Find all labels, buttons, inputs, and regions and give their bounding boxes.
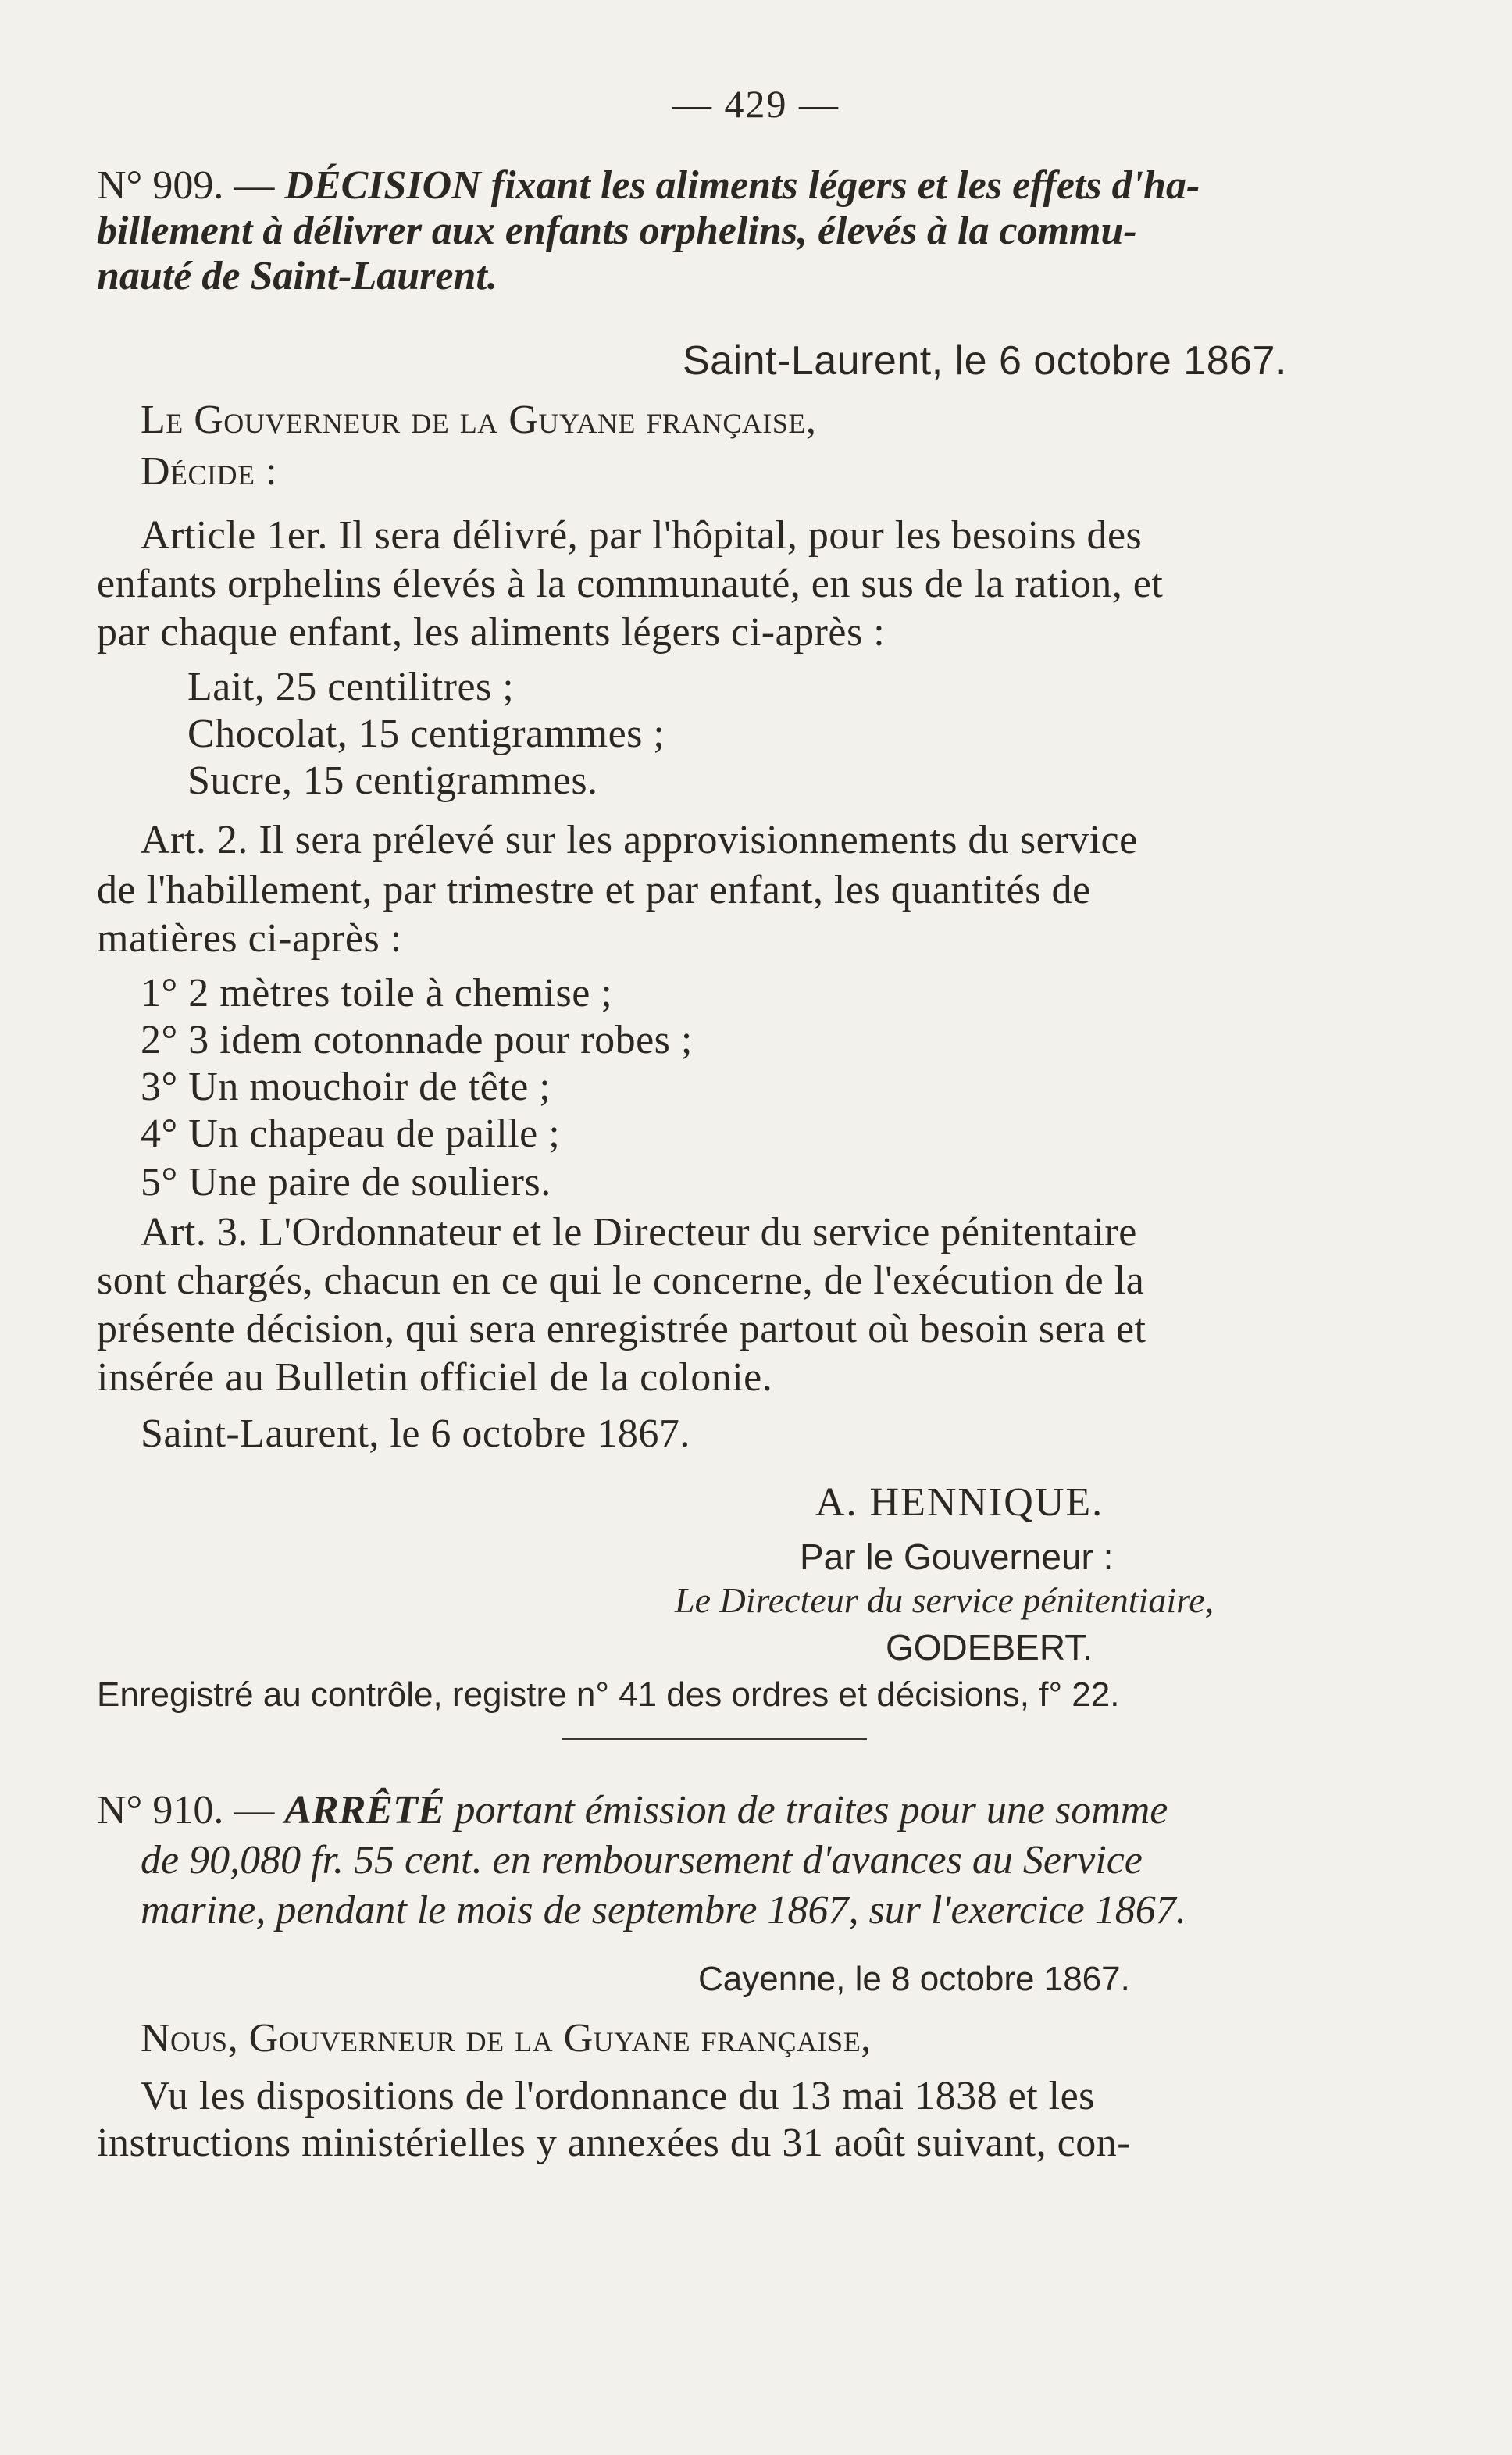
list-item: Sucre, 15 centigrammes. bbox=[187, 758, 598, 803]
governor-text: Le Gouverneur de la Guyane française, bbox=[141, 398, 817, 442]
arrete-910-vu-line-2: instructions ministérielles y annexées du 31 août suivant, con- bbox=[97, 2121, 1132, 2165]
arrete-910-governor: Nous, Gouverneur de la Guyane française, bbox=[141, 2016, 872, 2061]
list-item: 3° Un mouchoir de tête ; bbox=[141, 1065, 551, 1109]
article-3-line-1: Art. 3. L'Ordonnateur et le Directeur du service pénitentaire bbox=[141, 1210, 1137, 1254]
by-governor: Par le Gouverneur : bbox=[800, 1536, 1114, 1577]
registration-note: Enregistré au contrôle, registre n° 41 des ordres et décisions, f° 22. bbox=[97, 1675, 1120, 1714]
article-3-line-4: insérée au Bulletin officiel de la colonie. bbox=[97, 1355, 773, 1400]
list-item: 4° Un chapeau de paille ; bbox=[141, 1112, 561, 1156]
article-2-line-3: matières ci-après : bbox=[97, 916, 402, 961]
director-name: GODEBERT. bbox=[886, 1627, 1093, 1668]
decision-909-number: N° 909. bbox=[97, 163, 224, 208]
decision-909-decide: Décide : bbox=[141, 449, 277, 494]
decision-909-heading-line-2: billement à délivrer aux enfants orphelins, élevés à la commu- bbox=[97, 209, 1137, 253]
article-1-line-3: par chaque enfant, les aliments légers ci-après : bbox=[97, 610, 886, 655]
arrete-910-number: N° 910. bbox=[97, 1788, 224, 1832]
article-1-line-1: Article 1er. Il sera délivré, par l'hôpital, pour les besoins des bbox=[141, 513, 1143, 558]
decision-909-heading-line-1 bbox=[97, 163, 1200, 208]
article-2-line-1: Art. 2. Il sera prélevé sur les approvisionnements du service bbox=[141, 818, 1138, 862]
article-1-line-2: enfants orphelins élevés à la communauté, en sus de la ration, et bbox=[97, 562, 1164, 606]
decision-909-heading-rest: fixant les aliments légers et les effets d'ha- bbox=[480, 163, 1200, 208]
heading-dash: — bbox=[223, 163, 285, 208]
page-number: — 429 — bbox=[672, 82, 840, 126]
arrete-910-vu-line-1: Vu les dispositions de l'ordonnance du 13 mai 1838 et les bbox=[141, 2074, 1095, 2118]
decision-909-governor bbox=[141, 400, 816, 441]
list-item: 5° Une paire de souliers. bbox=[141, 1160, 551, 1204]
list-item: 2° 3 idem cotonnade pour robes ; bbox=[141, 1018, 693, 1062]
arrete-910-heading-line-2: de 90,080 fr. 55 cent. en remboursement d'avances au Service bbox=[141, 1838, 1143, 1882]
decision-909-heading-line-3: nauté de Saint-Laurent. bbox=[97, 254, 497, 298]
arrete-910-type: ARRÊTÉ bbox=[284, 1788, 445, 1832]
signatory: A. HENNIQUE. bbox=[815, 1480, 1104, 1525]
arrete-910-place-date: Cayenne, le 8 octobre 1867. bbox=[698, 1960, 1130, 1998]
arrete-910-heading-rest: portant émission de traites pour une somme bbox=[444, 1788, 1168, 1832]
article-3-line-2: sont chargés, chacun en ce qui le concerne, de l'exécution de la bbox=[97, 1258, 1145, 1303]
list-item: 1° 2 mètres toile à chemise ; bbox=[141, 971, 613, 1015]
list-item: Lait, 25 centilitres ; bbox=[187, 665, 515, 709]
arrete-910-heading-line-1 bbox=[97, 1790, 1168, 1831]
list-item: Chocolat, 15 centigrammes ; bbox=[187, 712, 665, 756]
article-3-line-3: présente décision, qui sera enregistrée partout où besoin sera et bbox=[97, 1307, 1146, 1351]
decision-909-closing-date: Saint-Laurent, le 6 octobre 1867. bbox=[141, 1411, 690, 1456]
article-2-line-2: de l'habillement, par trimestre et par enfant, les quantités de bbox=[97, 868, 1091, 912]
decision-909-type: DÉCISION bbox=[284, 163, 481, 208]
arrete-910-heading-line-3: marine, pendant le mois de septembre 1867, sur l'exercice 1867. bbox=[141, 1888, 1186, 1932]
section-divider bbox=[562, 1738, 867, 1740]
heading-dash: — bbox=[223, 1788, 285, 1832]
director-title: Le Directeur du service pénitentiaire, bbox=[675, 1580, 1214, 1620]
decision-909-place-date: Saint-Laurent, le 6 octobre 1867. bbox=[683, 338, 1287, 384]
